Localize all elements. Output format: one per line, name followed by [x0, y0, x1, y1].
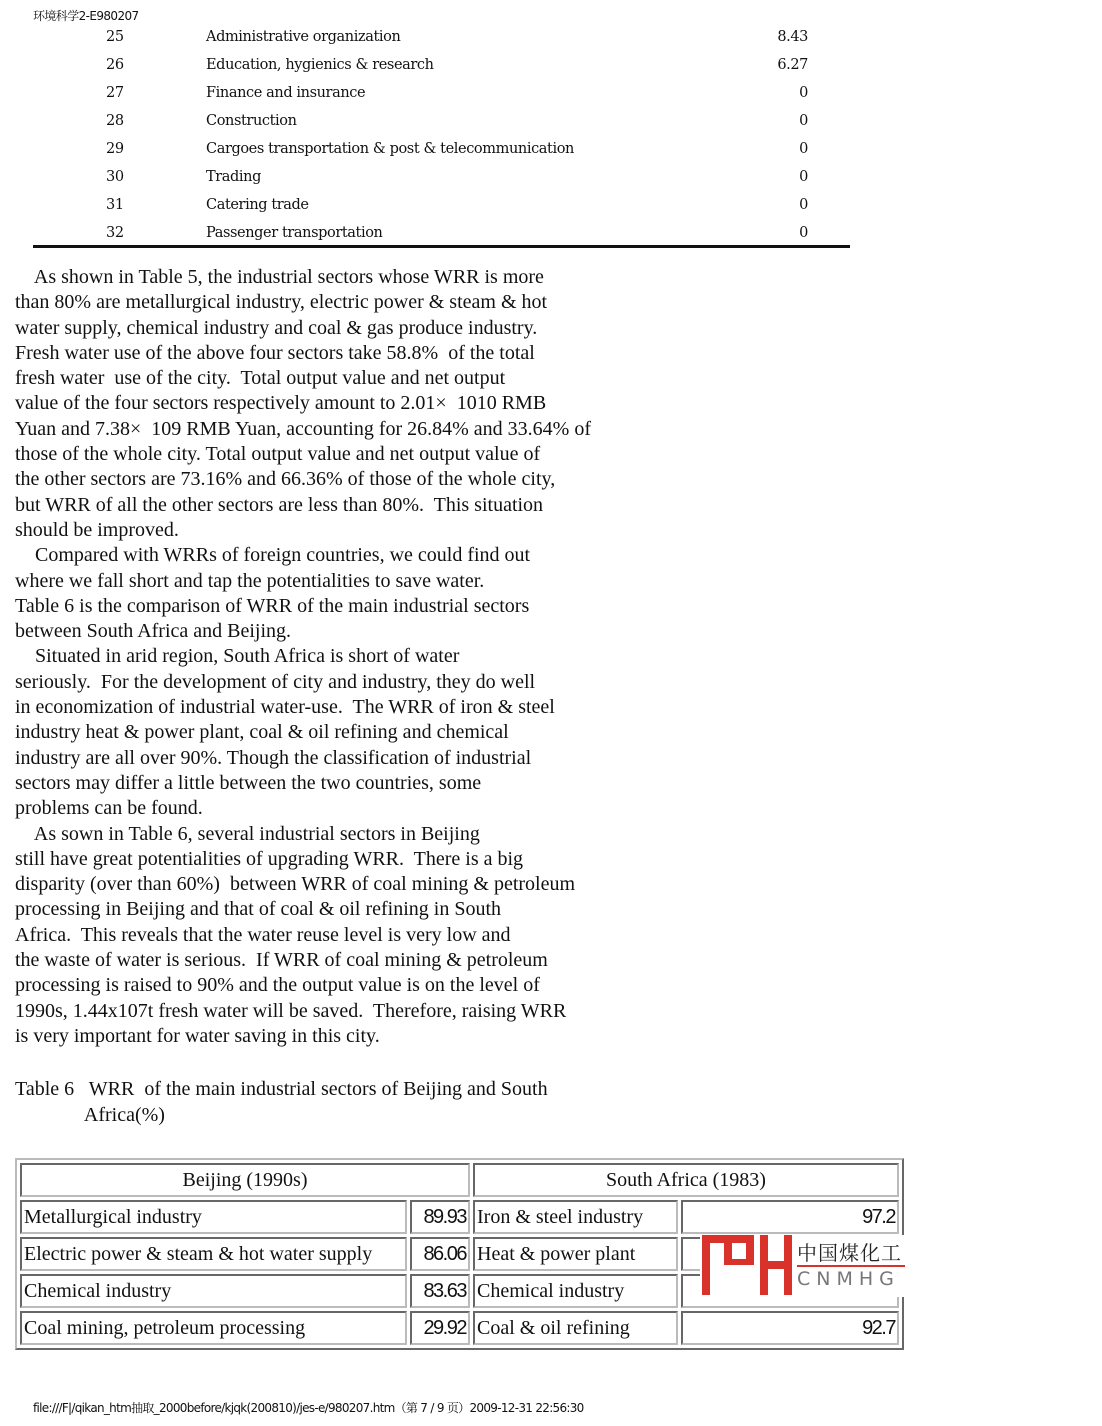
beijing-value: 89.93 — [410, 1200, 470, 1234]
table-row — [20, 1200, 899, 1234]
value: 8.43 — [777, 29, 808, 45]
row-number: 25 — [106, 29, 124, 45]
row-number: 28 — [106, 113, 124, 129]
value: 0 — [799, 169, 808, 185]
row-number: 30 — [106, 169, 124, 185]
logo-text-cn: 中国煤化工 — [797, 1241, 902, 1265]
mh-logo-icon — [702, 1235, 792, 1295]
value: 0 — [799, 141, 808, 157]
value: 0 — [799, 113, 808, 129]
row-number: 27 — [106, 85, 124, 101]
beijing-sector: Coal mining, petroleum processing — [20, 1311, 407, 1345]
sector: Trading — [206, 169, 261, 185]
table-bottom-rule — [33, 245, 850, 248]
value: 0 — [799, 225, 808, 241]
logo-divider — [797, 1265, 905, 1267]
row-number: 26 — [106, 57, 124, 73]
sa-sector: Coal & oil refining — [473, 1311, 678, 1345]
row-number: 32 — [106, 225, 124, 241]
header-south-africa: South Africa (1983) — [473, 1163, 899, 1197]
sa-sector: Heat & power plant — [473, 1237, 678, 1271]
sector: Passenger transportation — [206, 225, 383, 241]
beijing-sector: Metallurgical industry — [20, 1200, 407, 1234]
value: 0 — [799, 85, 808, 101]
beijing-value: 86.06 — [410, 1237, 470, 1271]
beijing-sector: Electric power & steam & hot water supply — [20, 1237, 407, 1271]
table-header-row — [20, 1163, 899, 1197]
sector: Education, hygienics & research — [206, 57, 434, 73]
sector: Cargoes transportation & post & telecommunication — [206, 141, 574, 157]
beijing-sector: Chemical industry — [20, 1274, 407, 1308]
table-row — [20, 1311, 899, 1345]
row-number: 31 — [106, 197, 124, 213]
document-id: 环境科学2-E980207 — [33, 9, 139, 23]
footer-path: file:///F|/qikan_htm抽取_2000before/kjqk(200810)/jes-e/980207.htm（第 7 / 9 页）2009-12-31 22:56:30 — [33, 1401, 584, 1415]
logo-text-en: CNMHG — [797, 1268, 900, 1290]
sa-sector: Iron & steel industry — [473, 1200, 678, 1234]
beijing-value: 29.92 — [410, 1311, 470, 1345]
value: 0 — [799, 197, 808, 213]
sa-sector: Chemical industry — [473, 1274, 678, 1308]
sector: Finance and insurance — [206, 85, 366, 101]
row-number: 29 — [106, 141, 124, 157]
sector: Catering trade — [206, 197, 309, 213]
body-text: As shown in Table 5, the industrial sectors whose WRR is more than 80% are metallurgical industry, electric power & steam & hot water supply, chemical industry and coal & gas produce industry. Fresh water use of the above four sectors take 58.8% of the total fresh water use of the city. Total output value and net output value of the four sectors respectively amount to 2.01× 1010 RMB Yuan and 7.38× 109 RMB Yuan, accounting for 26.84% and 33.64% of those of the whole city. Total output value and net output value of the other sectors are 73.16% and 66.36% of those of the whole city, but WRR of all the other sectors are less than 80%. This situation should be improved. Compared with WRRs of foreign countries, we could find out where we fall short and tap the potentialities to save water. Table 6 is the comparison of WRR of the main industrial sectors between South Africa and Beijing. Situated in arid region, South Africa is short of water seriously. For the development of city and industry, they do well in economization of industrial water-use. The WRR of iron & steel industry heat & power plant, coal & oil refining and chemical industry are all over 90%. Though the classification of industrial sectors may differ a little between the two countries, some problems can be found. As sown in Table 6, several industrial sectors in Beijing still have great potentialities of upgrading WRR. There is a big disparity (over than 60%) between WRR of coal mining & petroleum processing in Beijing and that of coal & oil refining in South Africa. This reveals that the water reuse level is very low and the waste of water is serious. If WRR of coal mining & petroleum processing is raised to 90% and the output value is on the level of 1990s, 1.44x107t fresh water will be saved. Therefore, raising WRR is very important for water saving in this city. — [15, 266, 592, 1047]
beijing-value: 83.63 — [410, 1274, 470, 1308]
sa-value: 92.7 — [681, 1311, 899, 1345]
header-beijing: Beijing (1990s) — [20, 1163, 470, 1197]
sector: Administrative organization — [206, 29, 401, 45]
value: 6.27 — [777, 57, 808, 73]
sa-value: 97.2 — [681, 1200, 899, 1234]
sector: Construction — [206, 113, 297, 129]
table6-caption: Table 6 WRR of the main industrial sectors of Beijing and South Africa(%) — [15, 1078, 548, 1126]
cnmhg-watermark-logo — [700, 1235, 905, 1297]
